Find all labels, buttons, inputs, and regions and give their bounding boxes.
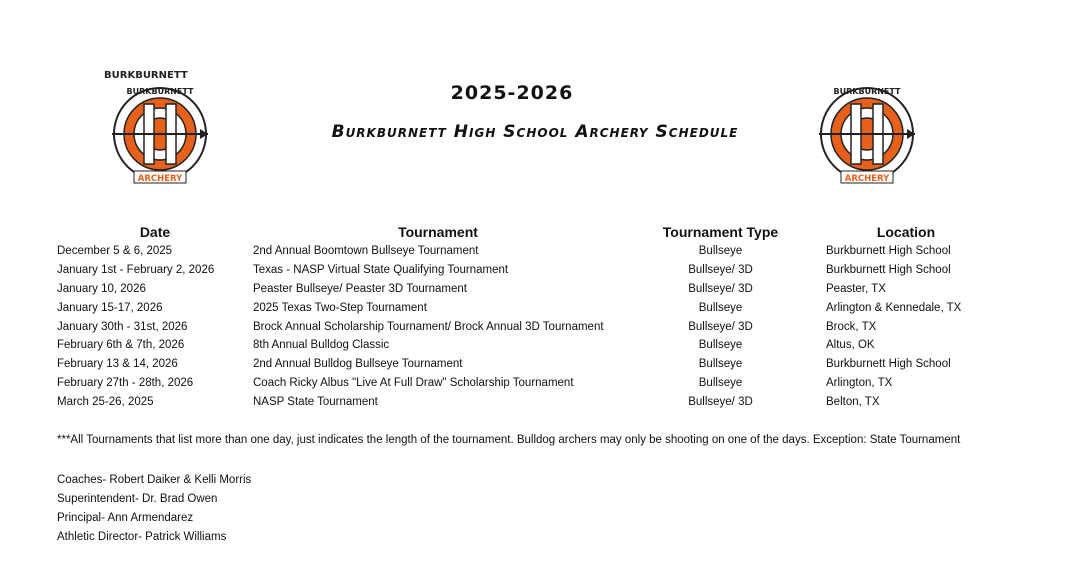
staff-coaches: Coaches- Robert Daiker & Kelli Morris <box>57 474 252 486</box>
row-tournament: Texas - NASP Virtual State Qualifying Tournament <box>253 264 509 277</box>
row-location: Burkburnett High School <box>826 264 951 277</box>
logo-bottom-text-right: ARCHERY <box>844 174 890 184</box>
row-tournament: 2nd Annual Boomtown Bullseye Tournament <box>253 245 479 258</box>
row-date: March 25-26, 2025 <box>57 395 154 408</box>
row-location: Brock, TX <box>826 320 877 333</box>
row-type: Bullseye <box>698 358 743 371</box>
column-header-type: Tournament Type <box>662 224 779 240</box>
table-row <box>52 317 986 336</box>
logo-top-label-right: BURKBURNETT <box>833 87 901 96</box>
row-tournament: Coach Ricky Albus "Live At Full Draw" Scholarship Tournament <box>253 376 574 389</box>
table-row <box>52 355 986 374</box>
table-row <box>52 298 986 317</box>
row-type: Bullseye/ 3D <box>688 320 753 333</box>
row-type: Bullseye/ 3D <box>688 282 753 295</box>
table-row <box>52 242 986 261</box>
column-header-date: Date <box>139 224 171 240</box>
row-location: Burkburnett High School <box>826 358 951 371</box>
row-date: February 13 & 14, 2026 <box>57 358 178 371</box>
row-date: January 10, 2026 <box>57 282 146 295</box>
row-tournament: 2025 Texas Two-Step Tournament <box>253 301 427 314</box>
row-date: December 5 & 6, 2025 <box>57 245 173 258</box>
staff-list <box>57 471 251 547</box>
logo-top-label-left: BURKBURNETT <box>126 87 194 96</box>
row-tournament: Peaster Bullseye/ Peaster 3D Tournament <box>253 282 467 295</box>
row-tournament: 8th Annual Bulldog Classic <box>253 339 390 352</box>
row-location: Belton, TX <box>826 395 880 408</box>
schedule-title: Burkburnett High School Archery Schedule <box>331 122 739 142</box>
table-row <box>52 261 986 280</box>
logo-top-text-left: BURKBURNETT <box>104 70 188 81</box>
row-date: February 27th - 28th, 2026 <box>57 376 194 389</box>
row-location: Arlington & Kennedale, TX <box>826 301 962 314</box>
row-tournament: Brock Annual Scholarship Tournament/ Brock Annual 3D Tournament <box>253 320 604 333</box>
row-date: January 30th - 31st, 2026 <box>57 320 188 333</box>
row-type: Bullseye <box>698 376 743 389</box>
row-type: Bullseye <box>698 245 743 258</box>
column-header-tournament: Tournament <box>398 224 478 240</box>
row-location: Altus, OK <box>826 339 875 352</box>
row-type: Bullseye <box>698 339 743 352</box>
row-type: Bullseye <box>698 301 743 314</box>
row-location: Burkburnett High School <box>826 245 951 258</box>
table-row <box>52 392 986 411</box>
row-date: February 6th & 7th, 2026 <box>57 339 185 352</box>
row-tournament: NASP State Tournament <box>253 395 378 408</box>
staff-superintendent: Superintendent- Dr. Brad Owen <box>57 493 218 505</box>
row-date: January 1st - February 2, 2026 <box>57 264 215 277</box>
row-location: Peaster, TX <box>826 282 886 295</box>
table-row <box>52 374 986 393</box>
logo-bottom-text-left: ARCHERY <box>137 174 183 184</box>
row-date: January 15-17, 2026 <box>57 301 163 314</box>
table-row <box>52 280 986 299</box>
row-type: Bullseye/ 3D <box>688 395 753 408</box>
row-location: Arlington, TX <box>826 376 893 389</box>
column-header-location: Location <box>876 224 936 240</box>
table-row <box>52 336 986 355</box>
schedule-table <box>52 224 986 411</box>
row-type: Bullseye/ 3D <box>688 264 753 277</box>
staff-principal: Principal- Ann Armendarez <box>57 512 194 524</box>
table-header-row <box>52 224 986 242</box>
schedule-note: ***All Tournaments that list more than one day, just indicates the length of the tournament. Bulldog archers may only be shooting on one of the days. Exception: State Tournament <box>57 434 961 446</box>
row-tournament: 2nd Annual Bulldog Bullseye Tournament <box>253 358 463 371</box>
staff-athletic-director: Athletic Director- Patrick Williams <box>57 531 227 543</box>
schedule-year: 2025-2026 <box>450 82 574 104</box>
